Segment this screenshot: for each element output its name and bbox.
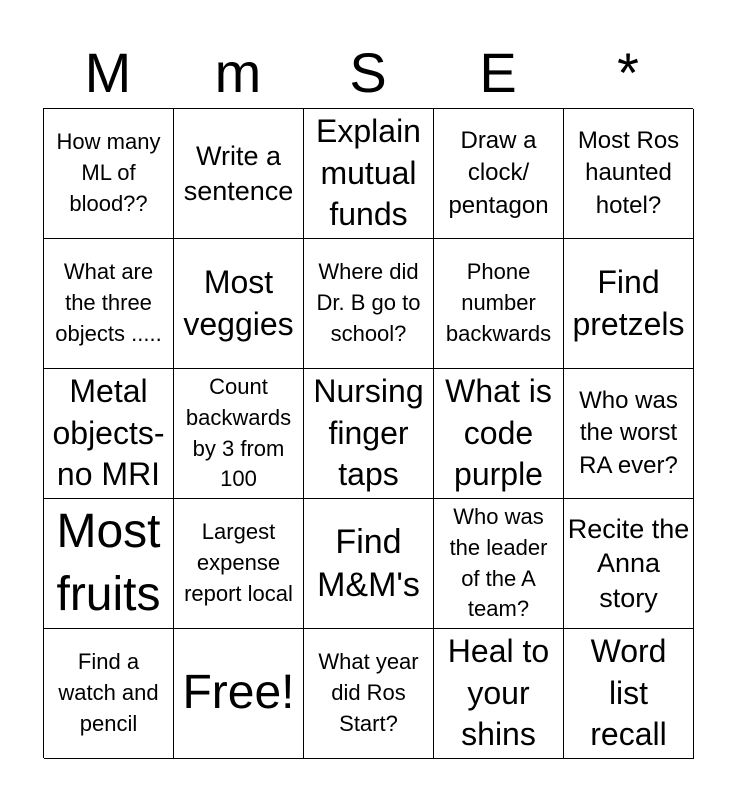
bingo-cell[interactable]	[304, 499, 434, 629]
bingo-cell[interactable]	[434, 109, 564, 239]
bingo-cell[interactable]	[174, 499, 304, 629]
header-letter-2: m	[214, 41, 262, 104]
bingo-cell[interactable]	[174, 109, 304, 239]
bingo-cell[interactable]	[44, 629, 174, 759]
cell-text: Find a watch and pencil	[58, 649, 159, 736]
bingo-cell[interactable]	[564, 369, 694, 499]
header-letter-4: E	[479, 41, 517, 104]
bingo-header	[43, 38, 693, 108]
cell-text: Metal objects- no MRI	[52, 373, 165, 493]
cell-text: How many ML of blood??	[56, 129, 161, 216]
bingo-cell[interactable]	[564, 109, 694, 239]
free-space-cell[interactable]	[174, 629, 304, 759]
cell-text: What are the three objects .....	[55, 259, 162, 346]
bingo-cell[interactable]	[304, 109, 434, 239]
bingo-cell[interactable]	[564, 499, 694, 629]
bingo-cell[interactable]	[434, 629, 564, 759]
bingo-cell[interactable]	[174, 239, 304, 369]
header-letter-1: M	[84, 41, 132, 104]
cell-text: Find pretzels	[572, 263, 685, 342]
cell-text: Who was the worst RA ever?	[579, 386, 678, 479]
header-letter-3: S	[349, 41, 387, 104]
bingo-board	[43, 108, 693, 758]
cell-text: Recite the Anna story	[567, 513, 690, 613]
cell-text: Explain mutual funds	[316, 113, 421, 233]
bingo-cell[interactable]	[174, 369, 304, 499]
cell-text: Draw a clock/ pentagon	[448, 126, 549, 219]
bingo-cell[interactable]	[304, 369, 434, 499]
cell-text: Most fruits	[56, 505, 161, 621]
bingo-cell[interactable]	[434, 369, 564, 499]
bingo-cell[interactable]	[304, 629, 434, 759]
cell-text: Most Ros haunted hotel?	[577, 126, 680, 219]
bingo-cell[interactable]	[434, 499, 564, 629]
cell-text: What year did Ros Start?	[318, 649, 419, 736]
cell-text: Most veggies	[183, 263, 294, 342]
cell-text: Largest expense report local	[184, 519, 293, 606]
bingo-cell[interactable]	[44, 499, 174, 629]
cell-text: Count backwards by 3 from 100	[185, 373, 292, 492]
bingo-cell[interactable]	[564, 629, 694, 759]
cell-text: What is code purple	[445, 373, 552, 493]
header-letter-5: *	[617, 41, 639, 104]
bingo-cell[interactable]	[304, 239, 434, 369]
cell-text: Free!	[182, 666, 295, 720]
cell-text: Phone number backwards	[445, 259, 552, 346]
bingo-cell[interactable]	[44, 239, 174, 369]
bingo-cell[interactable]	[44, 109, 174, 239]
bingo-cell[interactable]	[434, 239, 564, 369]
bingo-cell[interactable]	[44, 369, 174, 499]
cell-text: Word list recall	[590, 633, 667, 753]
cell-text: Heal to your shins	[447, 633, 550, 753]
cell-text: Nursing finger taps	[313, 373, 424, 493]
cell-text: Who was the leader of the A team?	[449, 503, 548, 622]
cell-text: Where did Dr. B go to school?	[316, 259, 421, 346]
cell-text: Find M&M's	[317, 522, 420, 604]
bingo-cell[interactable]	[564, 239, 694, 369]
cell-text: Write a sentence	[183, 140, 294, 206]
